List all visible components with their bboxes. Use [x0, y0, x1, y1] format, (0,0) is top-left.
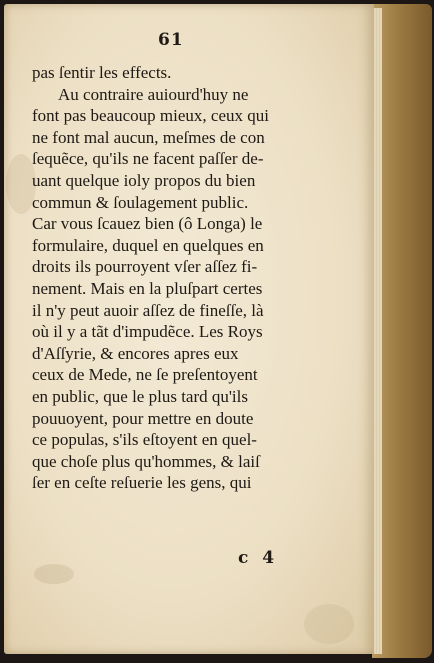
- signature-mark: c 4: [238, 548, 279, 568]
- text-line: où il y a tãt d'impudẽce. Les Roys: [32, 322, 263, 342]
- text-line: en public, que le plus tard qu'ils: [32, 386, 248, 406]
- text-line: ne font mal aucun, meſmes de con: [32, 127, 265, 147]
- text-line: Car vous ſcauez bien (ô Longa) le: [32, 214, 263, 234]
- text-line: uant quelque ioly propos du bien: [32, 170, 256, 190]
- text-line: formulaire, duquel en quelques en: [32, 235, 264, 255]
- text-line: droits ils pourroyent vſer aſſez fi-: [32, 257, 258, 277]
- text-line: ce populas, s'ils eſtoyent en quel-: [32, 430, 257, 450]
- text-line: ſer en ceſte reſuerie les gens, qui: [32, 473, 252, 493]
- paper-stain: [34, 564, 74, 584]
- text-line: ceux de Mede, ne ſe preſentoyent: [32, 365, 258, 385]
- text-line: que choſe plus qu'hommes, & laiſ: [32, 451, 260, 471]
- text-line: il n'y peut auoir aſſez de fineſſe, là: [32, 300, 264, 320]
- paper-stain: [304, 604, 354, 644]
- text-line: pouuoyent, pour mettre en doute: [32, 408, 254, 428]
- page-text: [32, 62, 332, 494]
- text-line: Au contraire auiourd'huy ne: [58, 84, 249, 104]
- text-line: d'Aſſyrie, & encores apres eux: [32, 343, 239, 363]
- text-line: font pas beaucoup mieux, ceux qui: [32, 106, 269, 126]
- text-line: pas ſentir les effects.: [32, 63, 172, 82]
- text-line: commun & ſoulagement public.: [32, 192, 249, 212]
- text-line: nement. Mais en la pluſpart certes: [32, 278, 263, 298]
- page-number: 61: [158, 30, 184, 50]
- text-line: ſequẽce, qu'ils ne facent paſſer de-: [32, 149, 264, 169]
